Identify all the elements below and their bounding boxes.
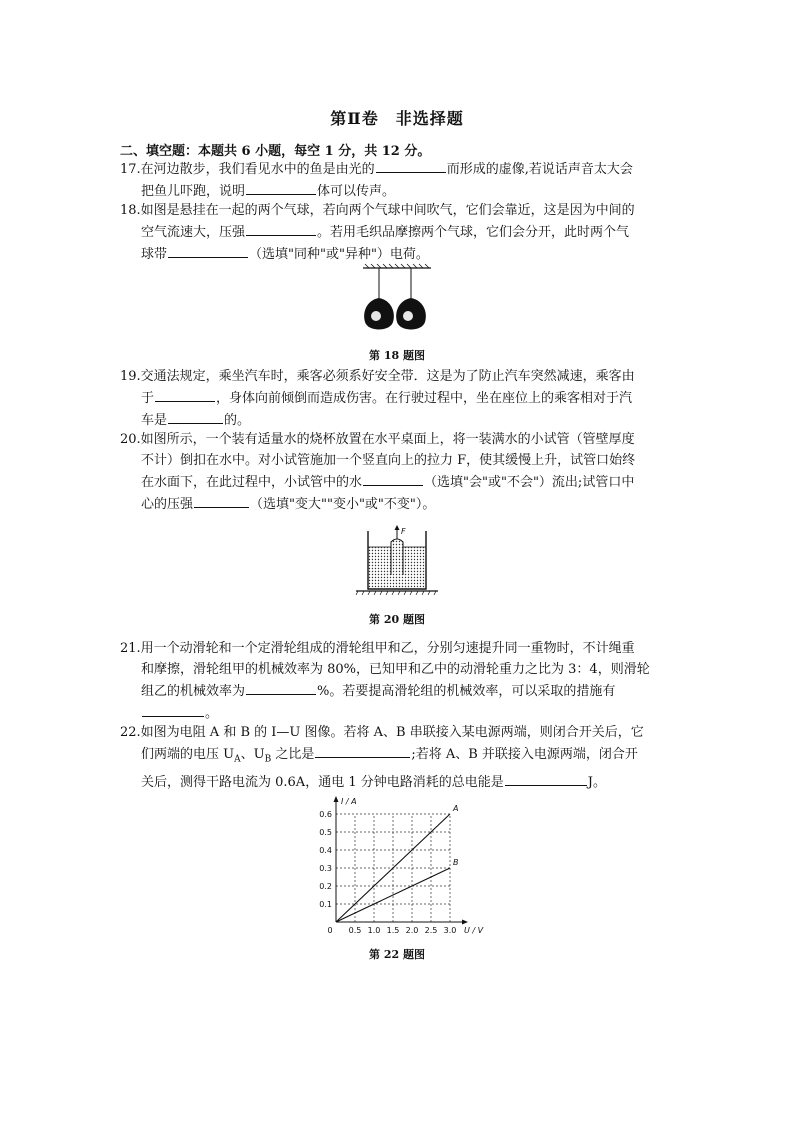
q19-blank-1[interactable] bbox=[155, 387, 215, 402]
y-tick-label-5: 0.6 bbox=[319, 810, 332, 819]
q22-blank-2[interactable] bbox=[505, 771, 587, 786]
question-18 bbox=[120, 200, 680, 265]
q22-sub-b: B bbox=[264, 754, 272, 765]
y-tick-label-3: 0.4 bbox=[319, 846, 332, 855]
q20-text-5: 心的压强 bbox=[141, 497, 194, 512]
q20-text-4: （选填"会"或"不会"）流出;试管口中 bbox=[424, 475, 635, 490]
force-label: F bbox=[401, 527, 406, 536]
x-tick-label-5: 3.0 bbox=[443, 926, 457, 935]
x-tick-label-1: 1.0 bbox=[367, 926, 381, 935]
q21-text-4: %。若要提高滑轮组的机械效率，可以采取的措施有 bbox=[317, 684, 616, 699]
q18-text-1: 18.如图是悬挂在一起的两个气球，若向两个气球中间吹气，它们会靠近，这是因为中间的 bbox=[120, 203, 635, 218]
q17-blank-2[interactable] bbox=[246, 180, 316, 195]
y-tick-label-0: 0.1 bbox=[319, 900, 332, 909]
q18-blank-1[interactable] bbox=[246, 221, 316, 236]
x-tick-label-4: 2.5 bbox=[424, 926, 438, 935]
q20-text-2: 不计）倒扣在水中。对小试管施加一个竖直向上的拉力 F，使其缓慢上升，试管口始终 bbox=[141, 453, 636, 468]
q21-blank-1[interactable] bbox=[246, 680, 316, 695]
q17-text-3: 把鱼儿吓跑，说明 bbox=[141, 184, 246, 199]
q20-blank-2[interactable] bbox=[194, 493, 249, 508]
x-tick-label-2: 1.5 bbox=[386, 926, 400, 935]
question-19 bbox=[120, 366, 680, 431]
caption-figure-22: 第 22 题图 bbox=[369, 948, 425, 961]
caption-figure-20: 第 20 题图 bbox=[369, 613, 425, 626]
q19-text-3: ，身体向前倾倒而造成伤害。在行驶过程中，坐在座位上的乘客相对于汽 bbox=[216, 391, 633, 406]
q22-blank-1[interactable] bbox=[315, 743, 410, 758]
q18-text-3: 。若用毛织品摩擦两个气球，它们会分开，此时两个气 bbox=[317, 225, 630, 240]
q21-blank-2[interactable] bbox=[142, 702, 204, 717]
question-20 bbox=[120, 429, 680, 515]
x-axis-label: U / V bbox=[464, 926, 484, 935]
question-17 bbox=[120, 158, 680, 202]
q21-text-2: 和摩擦，滑轮组甲的机械效率为 80%，已知甲和乙中的动滑轮重力之比为 3：4，则滑轮 bbox=[141, 662, 650, 677]
q22-text-4: 之比是 bbox=[271, 747, 315, 762]
q22-sub-a: A bbox=[234, 754, 241, 765]
q22-text-6: 关后，测得干路电流为 0.6A，通电 1 分钟电路消耗的总电能是 bbox=[141, 774, 504, 790]
q21-text-5: 。 bbox=[205, 706, 219, 721]
beaker-figure bbox=[356, 525, 438, 597]
iu-chart bbox=[310, 792, 484, 942]
q20-text-1: 20.如图所示，一个装有适量水的烧杯放置在水平桌面上，将一装满水的小试管（管壁厚度 bbox=[120, 432, 635, 447]
q19-text-1: 19.交通法规定，乘坐汽车时，乘客必须系好安全带．这是为了防止汽车突然减速，乘客由 bbox=[120, 369, 635, 384]
x-tick-label-3: 2.0 bbox=[405, 926, 419, 935]
q18-text-2: 空气流速大，压强 bbox=[141, 225, 246, 240]
origin-label: 0 bbox=[327, 926, 333, 935]
q20-blank-1[interactable] bbox=[363, 471, 423, 486]
x-tick-label-0: 0.5 bbox=[348, 926, 362, 935]
q21-text-1: 21.用一个动滑轮和一个定滑轮组成的滑轮组甲和乙，分别匀速提升同一重物时，不计绳重 bbox=[120, 641, 635, 656]
q20-text-6: （选填"变大""变小"或"不变"）。 bbox=[250, 497, 436, 512]
question-22 bbox=[120, 722, 680, 793]
series-label-A: A bbox=[453, 804, 459, 813]
page-title: 第Ⅱ卷 非选择题 bbox=[330, 109, 464, 128]
q22-text-1: 22.如图为电阻 A 和 B 的 I—U 图像。若将 A、B 串联接入某电源两端，则闭合开关后，它 bbox=[120, 725, 644, 740]
y-axis-arrow bbox=[334, 796, 339, 802]
q22-text-2: 们两端的电压 U bbox=[141, 747, 235, 762]
y-axis-label: I / A bbox=[341, 797, 357, 806]
question-21 bbox=[120, 638, 680, 724]
balloons-figure bbox=[357, 264, 437, 339]
q18-text-5: （选填"同种"或"异种"）电荷。 bbox=[249, 247, 429, 262]
test-tube bbox=[391, 539, 403, 575]
q21-text-3: 组乙的机械效率为 bbox=[141, 684, 246, 699]
section-heading: 二、填空题：本题共 6 小题，每空 1 分，共 12 分。 bbox=[120, 144, 431, 159]
x-axis-arrow bbox=[462, 920, 468, 925]
y-tick-label-4: 0.5 bbox=[319, 828, 332, 837]
q19-text-2: 于 bbox=[141, 391, 155, 406]
q18-text-4: 球带 bbox=[141, 247, 168, 262]
caption-figure-18: 第 18 题图 bbox=[369, 349, 425, 362]
y-tick-label-2: 0.3 bbox=[319, 864, 332, 873]
q17-blank-1[interactable] bbox=[376, 158, 446, 173]
q17-text-1: 17.在河边散步，我们看见水中的鱼是由光的 bbox=[120, 162, 375, 177]
q22-text-5: ;若将 A、B 并联接入电源两端，闭合开 bbox=[411, 747, 638, 762]
q17-text-4: 体可以传声。 bbox=[317, 184, 396, 199]
q18-blank-2[interactable] bbox=[168, 243, 248, 258]
q17-text-2: 而形成的虚像,若说话声音太大会 bbox=[446, 162, 633, 177]
q20-text-3: 在水面下，在此过程中，小试管中的水 bbox=[141, 475, 363, 490]
q22-text-7: J。 bbox=[587, 774, 606, 790]
y-tick-label-1: 0.2 bbox=[319, 882, 332, 891]
series-label-B: B bbox=[453, 858, 459, 867]
q22-text-3: 、U bbox=[240, 747, 265, 762]
q19-text-5: 的。 bbox=[224, 413, 251, 428]
q19-blank-2[interactable] bbox=[168, 409, 223, 424]
q19-text-4: 车是 bbox=[141, 413, 168, 428]
